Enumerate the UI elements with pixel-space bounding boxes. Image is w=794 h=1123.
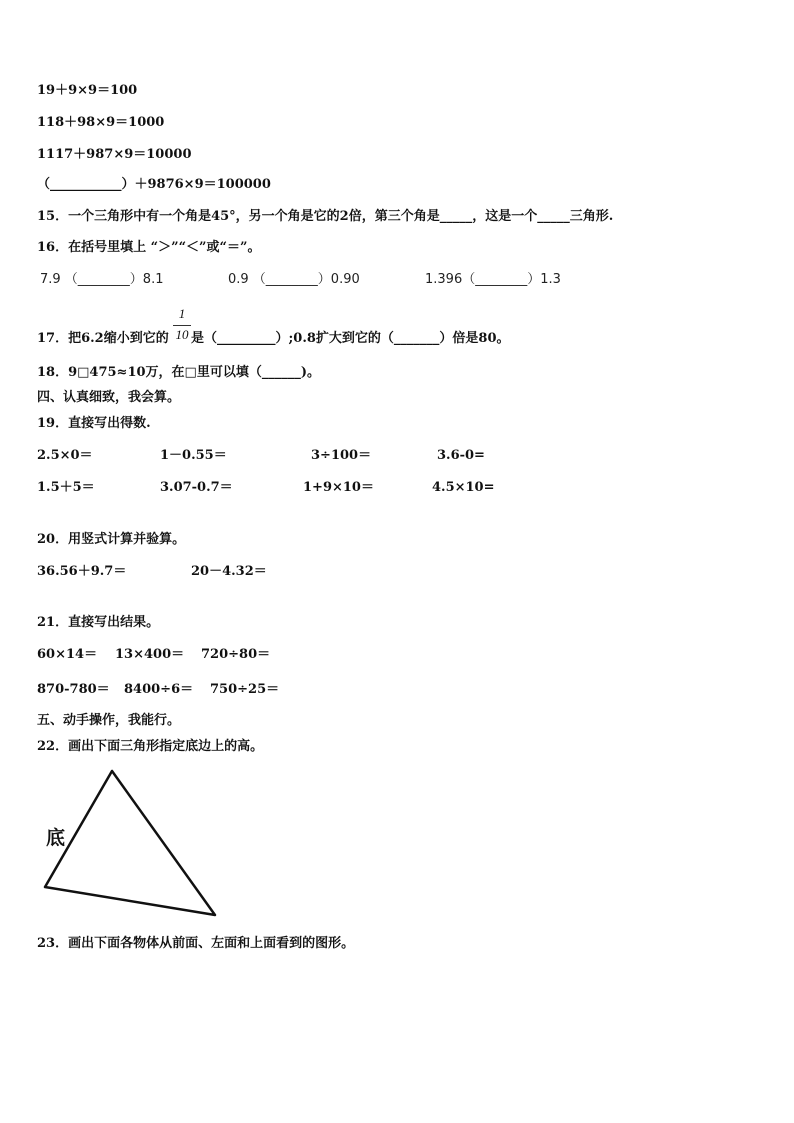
fraction-numerator: 1	[178, 306, 186, 321]
q20-item-2: 20－4.32＝	[191, 564, 267, 579]
question-18: 18．9□475≈10万，在□里可以填（______)。	[37, 365, 320, 380]
pattern-line-2: 118＋98×9＝1000	[37, 115, 165, 130]
q20-item-1: 36.56＋9.7＝	[37, 564, 127, 579]
q19-r2-c3: 1+9×10＝	[303, 480, 374, 495]
q16-item-2: 0.9 （________）0.90	[228, 272, 360, 287]
q21-r1-c2: 13×400＝	[115, 647, 185, 662]
question-17-after: 是（_________）;0.8扩大到它的（_______）倍是80。	[191, 331, 510, 346]
q19-r1-c1: 2.5×0＝	[37, 448, 93, 463]
q21-r2-c1: 870-780＝	[37, 682, 110, 697]
question-17-before: 17．把6.2缩小到它的	[37, 331, 169, 346]
base-label: 底	[46, 827, 66, 849]
question-16: 16．在括号里填上 “＞”“＜”或“＝”。	[37, 240, 261, 255]
q21-r1-c1: 60×14＝	[37, 647, 98, 662]
triangle-outline	[45, 771, 215, 915]
q21-r2-c2: 8400÷6＝	[124, 682, 194, 697]
pattern-line-4: （___________）＋9876×9＝100000	[37, 177, 271, 192]
q19-r2-c1: 1.5＋5＝	[37, 480, 95, 495]
q19-r2-c2: 3.07-0.7＝	[160, 480, 233, 495]
pattern-line-1: 19＋9×9＝100	[37, 83, 138, 98]
q19-r2-c4: 4.5×10=	[432, 480, 495, 495]
q19-r1-c4: 3.6-0=	[437, 448, 485, 463]
q21-r2-c3: 750÷25＝	[210, 682, 280, 697]
question-15: 15．一个三角形中有一个角是45°，另一个角是它的2倍，第三个角是_____，这是一个_____三角形.	[37, 209, 614, 224]
q19-r1-c2: 1－0.55＝	[160, 448, 227, 463]
q16-item-3: 1.396（________）1.3	[425, 272, 561, 287]
fraction-denominator: 10	[175, 327, 189, 342]
q19-r1-c3: 3÷100＝	[311, 448, 372, 463]
section-5-title: 五、动手操作，我能行。	[37, 713, 181, 728]
question-19: 19．直接写出得数.	[37, 416, 151, 431]
q21-r1-c3: 720÷80＝	[201, 647, 271, 662]
question-20: 20．用竖式计算并验算。	[37, 532, 186, 547]
pattern-line-3: 1117＋987×9＝10000	[37, 147, 192, 162]
triangle-figure	[40, 765, 230, 925]
question-22: 22．画出下面三角形指定底边上的高。	[37, 739, 264, 754]
q16-item-1: 7.9 （________）8.1	[40, 272, 164, 287]
question-23: 23．画出下面各物体从前面、左面和上面看到的图形。	[37, 936, 355, 951]
question-21: 21．直接写出结果。	[37, 615, 160, 630]
fraction-bar	[173, 325, 191, 326]
section-4-title: 四、认真细致，我会算。	[37, 390, 181, 405]
